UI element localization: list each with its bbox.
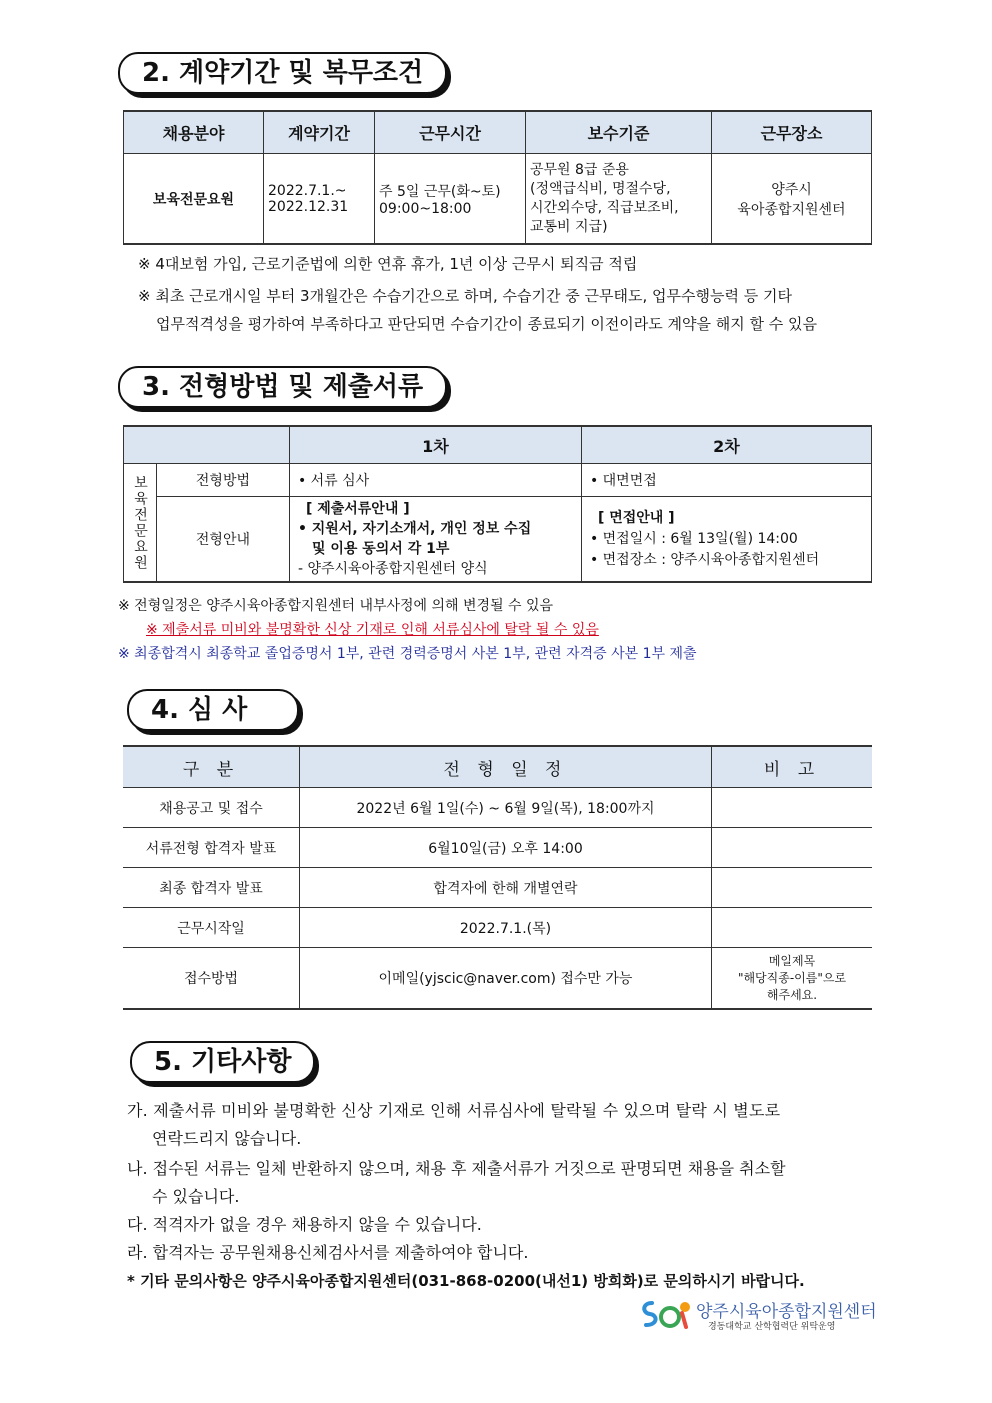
row-label: 서류전형 합격자 발표 <box>123 828 300 868</box>
table-row <box>123 908 872 948</box>
pay-cell <box>526 154 712 245</box>
row-guide-label: 전형안내 <box>157 497 290 583</box>
section-4-title: 4. 심 사 <box>127 689 299 731</box>
side-label <box>124 464 157 583</box>
sec2-note2-line2: 업무적격성을 평가하여 부족하다고 판단되면 수습기간이 종료되기 이전이라도 계약을 해지 할 수 있음 <box>156 315 818 333</box>
col-hours: 근무시간 <box>375 111 526 154</box>
period-cell <box>264 154 375 245</box>
contract-table <box>123 110 872 245</box>
hours-time: 09:00~18:00 <box>379 200 472 217</box>
table-row <box>123 868 872 908</box>
table-row <box>123 948 872 1010</box>
col-period: 계약기간 <box>264 111 375 154</box>
etc-contact: * 기타 문의사항은 양주시육아종합지원센터(031-868-0200(내선1) 방희화)로 문의하시기 바랍니다. <box>127 1272 805 1290</box>
etc-list <box>127 1097 877 1295</box>
head-second: 2차 <box>581 426 871 464</box>
row-remark <box>712 908 873 948</box>
row-method-c2: • 대면면접 <box>581 464 871 497</box>
interview-place: • 면접장소 : 양주시육아종합지원센터 <box>589 551 820 568</box>
col-schedule: 전 형 일 정 <box>300 746 712 788</box>
etc-item-na: 나. 접수된 서류는 일체 반환하지 않으며, 채용 후 제출서류가 거짓으로 판명되면 채용을 취소할 <box>127 1159 786 1178</box>
row-remark <box>712 828 873 868</box>
sec3-note2: ※ 제출서류 미비와 불명확한 신상 기재로 인해 서류심사에 탈락 될 수 있음 <box>146 622 599 638</box>
interview-title: [ 면접안내 ] <box>597 509 675 526</box>
interview-date: • 면접일시 : 6월 13일(월) 14:00 <box>589 530 798 547</box>
row-label: 접수방법 <box>123 948 300 1010</box>
etc-item-ra: 라. 합격자는 공무원채용신체검사서를 제출하여야 합니다. <box>127 1243 529 1262</box>
docs-title: [ 제출서류안내 ] <box>305 501 410 517</box>
interview-cell <box>581 497 871 583</box>
row-label: 근무시작일 <box>123 908 300 948</box>
row-method-label: 전형방법 <box>157 464 290 497</box>
col-remark: 비 고 <box>712 746 873 788</box>
pay-line: 시간외수당, 직급보조비, <box>530 199 679 216</box>
section-2-title: 2. 계약기간 및 복무조건 <box>118 52 447 94</box>
field-cell: 보육전문요원 <box>124 154 264 245</box>
table-row <box>123 828 872 868</box>
remark-line: 해주세요. <box>766 987 818 1002</box>
docs-item: - 양주시육아종합지원센터 양식 <box>297 561 488 577</box>
row-remark-email <box>712 948 873 1010</box>
logo-mark-icon <box>638 1297 694 1331</box>
section-3-title: 3. 전형방법 및 제출서류 <box>118 366 447 408</box>
row-method-c1: • 서류 심사 <box>289 464 581 497</box>
remark-line: 메일제목 <box>768 953 816 968</box>
center-logo <box>638 1297 878 1333</box>
etc-item-na-cont: 수 있습니다. <box>152 1187 240 1206</box>
row-remark <box>712 788 873 828</box>
docs-cell <box>289 497 581 583</box>
row-label: 채용공고 및 접수 <box>123 788 300 828</box>
pay-line: (정액급식비, 명절수당, <box>530 180 671 197</box>
place-cell <box>712 154 872 245</box>
remark-line: "해당직종-이름"으로 <box>737 970 847 985</box>
hours-days: 주 5일 근무(화~토) <box>379 183 501 200</box>
col-place: 근무장소 <box>712 111 872 154</box>
sec3-note1: ※ 전형일정은 양주시육아종합지원센터 내부사정에 의해 변경될 수 있음 <box>118 598 554 614</box>
place-line: 육아종합지원센터 <box>737 201 846 218</box>
row-remark <box>712 868 873 908</box>
row-value: 6월10일(금) 오후 14:00 <box>300 828 712 868</box>
col-field: 채용분야 <box>124 111 264 154</box>
col-pay: 보수기준 <box>526 111 712 154</box>
etc-item-da: 다. 적격자가 없을 경우 채용하지 않을 수 있습니다. <box>127 1215 482 1234</box>
pay-line: 교통비 지급) <box>530 218 608 235</box>
etc-item-ga-cont: 연락드리지 않습니다. <box>152 1129 302 1148</box>
sec2-note2-line1: ※ 최초 근로개시일 부터 3개월간은 수습기간으로 하며, 수습기간 중 근무태도, 업무수행능력 등 기타 <box>138 287 792 305</box>
place-line: 양주시 <box>771 181 812 198</box>
schedule-table <box>123 745 872 1010</box>
blank-header <box>124 426 290 464</box>
head-first: 1차 <box>289 426 581 464</box>
period-start: 2022.7.1.~ <box>268 182 347 199</box>
logo-sub: 경동대학교 산학협력단 위탁운영 <box>708 1322 836 1332</box>
col-category: 구 분 <box>123 746 300 788</box>
docs-item-cont: 및 이용 동의서 각 1부 <box>311 541 450 557</box>
pay-line: 공무원 8급 준용 <box>530 161 629 178</box>
section-5-title: 5. 기타사항 <box>130 1041 315 1083</box>
hours-cell <box>375 154 526 245</box>
selection-table <box>123 425 872 583</box>
row-value: 2022.7.1.(목) <box>300 908 712 948</box>
row-value: 이메일(yjscic@naver.com) 접수만 가능 <box>300 948 712 1010</box>
sec3-note3: ※ 최종합격시 최종학교 졸업증명서 1부, 관련 경력증명서 사본 1부, 관련 자격증 사본 1부 제출 <box>118 646 697 662</box>
sec2-note1: ※ 4대보험 가입, 근로기준법에 의한 연휴 휴가, 1년 이상 근무시 퇴직금 적립 <box>138 255 638 273</box>
row-value: 2022년 6월 1일(수) ~ 6월 9일(목), 18:00까지 <box>300 788 712 828</box>
period-end: 2022.12.31 <box>268 198 349 215</box>
row-label: 최종 합격자 발표 <box>123 868 300 908</box>
table-row <box>123 788 872 828</box>
docs-item: • 지원서, 자기소개서, 개인 정보 수집 <box>297 521 532 537</box>
side-label-text: 보육전문요원 <box>132 474 148 571</box>
etc-item-ga: 가. 제출서류 미비와 불명확한 신상 기재로 인해 서류심사에 탈락될 수 있으며 탈락 시 별도로 <box>127 1101 781 1120</box>
row-value: 합격자에 한해 개별연락 <box>300 868 712 908</box>
logo-name: 양주시육아종합지원센터 <box>696 1302 877 1322</box>
